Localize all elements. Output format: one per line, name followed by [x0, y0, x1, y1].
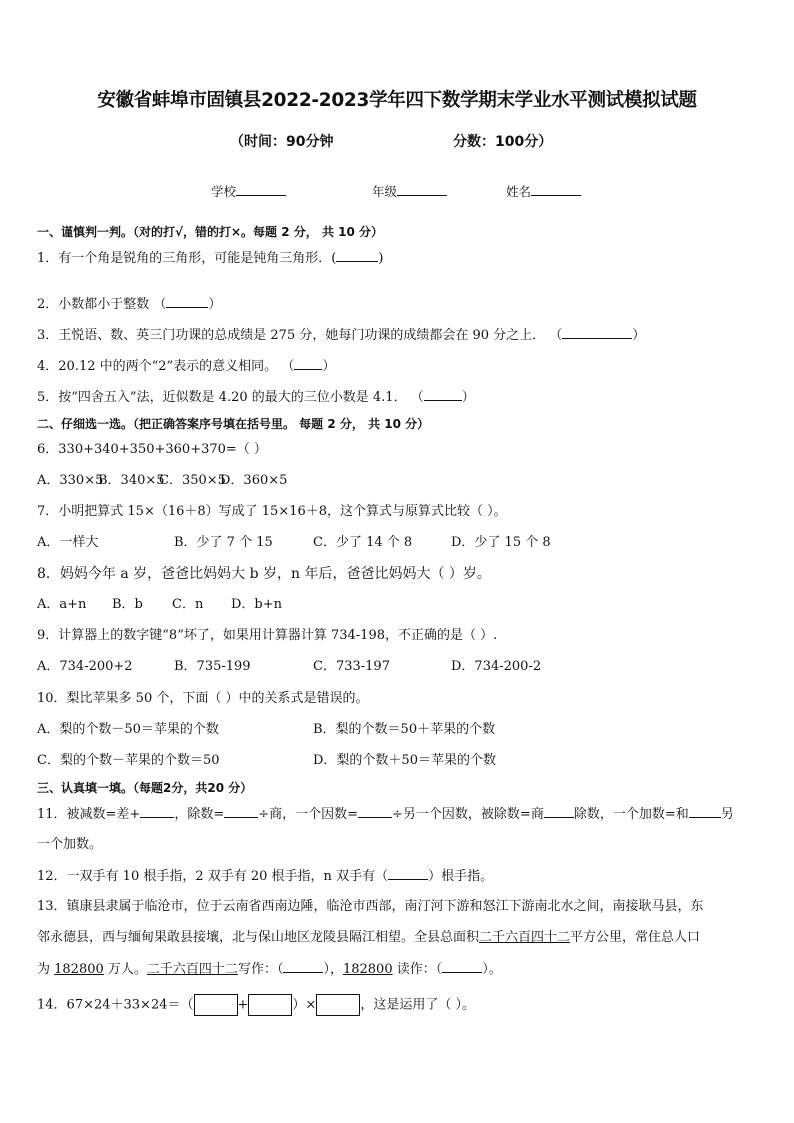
- q11-part: ÷另一个因数，被除数=商: [392, 807, 544, 822]
- name-blank[interactable]: [531, 183, 581, 196]
- q13-blank-2[interactable]: [442, 959, 482, 973]
- q13-population-value: 182800: [54, 962, 104, 977]
- time-label: （时间：90分钟: [230, 134, 334, 150]
- question-11: [37, 804, 734, 825]
- q13-area-value: 二千六百四十二: [146, 962, 238, 977]
- q13-text: 读作：（: [392, 962, 443, 977]
- q7-option-c[interactable]: C．少了 14 个 8: [313, 535, 413, 550]
- question-7: 7．小明把算式 15×（16＋8）写成了 15×16＋8，这个算式与原算式比较（ ）。: [37, 504, 507, 519]
- q13-population-value: 182800: [342, 962, 393, 977]
- q10-option-d[interactable]: D．梨的个数＋50＝苹果的个数: [313, 753, 496, 768]
- q8-option-a[interactable]: A．a+n: [37, 597, 87, 612]
- q7-option-d[interactable]: D．少了 15 个 8: [451, 535, 551, 550]
- school-blank[interactable]: [236, 183, 286, 196]
- answer-blank-1[interactable]: [336, 248, 378, 262]
- question-5-text: 5．按“四舍五入”法，近似数是 4.20 的最大的三位小数是 4.1． （: [37, 390, 424, 405]
- q14-text: 14．67×24＋33×24＝（: [37, 997, 194, 1013]
- school-label: 学校: [211, 184, 237, 199]
- question-12: [37, 866, 493, 887]
- question-3: [37, 325, 645, 346]
- student-info: [0, 182, 794, 202]
- q14-text: ）×: [292, 997, 317, 1013]
- name-field[interactable]: [506, 182, 581, 200]
- question-4: [37, 356, 335, 377]
- question-14: [37, 994, 475, 1016]
- school-field[interactable]: [211, 182, 286, 200]
- q13-text: 写作：（: [237, 962, 284, 977]
- question-9: 9．计算器上的数字键“8”坏了，如果用计算器计算 734-198，不正确的是（ ）.: [37, 628, 498, 643]
- q14-box-1[interactable]: [194, 994, 238, 1016]
- answer-blank-12[interactable]: [388, 866, 428, 880]
- paren-close: ）: [208, 297, 222, 312]
- name-label: 姓名: [506, 184, 532, 199]
- q14-text: ，这是运用了（ ）。: [360, 997, 475, 1013]
- question-1-text: 1．有一个角是锐角的三角形，可能是钝角三角形．(: [37, 251, 337, 266]
- q11-blank-1[interactable]: [140, 804, 174, 818]
- q6-option-d[interactable]: D．360×5: [220, 473, 288, 488]
- q11-blank-5[interactable]: [689, 804, 721, 818]
- q8-option-d[interactable]: D．b+n: [231, 597, 283, 612]
- q11-blank-3[interactable]: [358, 804, 392, 818]
- q11-blank-2[interactable]: [224, 804, 258, 818]
- q11-blank-4[interactable]: [544, 804, 574, 818]
- q11-part: 11．被减数=差+: [37, 807, 141, 822]
- question-2: [37, 294, 221, 315]
- q11-part: ，除数=: [174, 807, 225, 822]
- question-11-line-2: 一个加数。: [37, 837, 103, 852]
- q10-option-c[interactable]: C．梨的个数－苹果的个数＝50: [37, 753, 220, 768]
- q7-option-b[interactable]: B．少了 7 个 15: [174, 535, 273, 550]
- q13-text: ）。: [482, 962, 502, 977]
- question-3-text: 3．王悦语、数、英三门功课的总成绩是 275 分，她每门功课的成绩都会在 90 分之上． （: [37, 328, 563, 343]
- q13-blank-1[interactable]: [283, 959, 323, 973]
- q9-option-c[interactable]: C．733-197: [313, 659, 390, 674]
- question-8: 8．妈妈今年 a 岁，爸爸比妈妈大 b 岁，n 年后，爸爸比妈妈大（ ）岁。: [37, 566, 491, 582]
- grade-blank[interactable]: [397, 183, 447, 196]
- answer-blank-4[interactable]: [294, 356, 322, 370]
- paren-close: ）: [632, 328, 646, 343]
- page-title: 安徽省蚌埠市固镇县2022-2023学年四下数学期末学业水平测试模拟试题: [97, 90, 697, 111]
- q13-text: 邻永德县，西与缅甸果敢县接壤，北与保山地区龙陵县隔江相望。全县总面积: [37, 930, 480, 945]
- q10-option-b[interactable]: B．梨的个数＝50＋苹果的个数: [313, 722, 496, 737]
- q14-plus: +: [237, 997, 249, 1013]
- paren-close: ）: [322, 359, 336, 374]
- q6-option-a[interactable]: A．330×5: [37, 473, 104, 488]
- q13-text: 平方公里，常住总人口: [570, 930, 701, 945]
- q11-part: 除数，一个加数=和: [573, 807, 689, 822]
- q13-text: ），: [323, 962, 343, 977]
- answer-blank-5[interactable]: [424, 387, 462, 401]
- question-4-text: 4．20.12 中的两个“2”表示的意义相同。 （: [37, 359, 295, 374]
- question-12-text: 12．一双手有 10 根手指，2 双手有 20 根手指，n 双手有（: [37, 869, 389, 884]
- paren-close: ): [378, 251, 384, 266]
- q6-option-c[interactable]: C．350×5: [159, 473, 226, 488]
- question-5: [37, 387, 475, 408]
- question-2-text: 2．小数都小于整数 （: [37, 297, 167, 312]
- q9-option-b[interactable]: B．735-199: [174, 659, 251, 674]
- question-13-line-2: [37, 928, 700, 948]
- grade-field[interactable]: [372, 182, 447, 200]
- question-10: 10．梨比苹果多 50 个，下面（ ）中的关系式是错误的。: [37, 691, 369, 706]
- q8-option-b[interactable]: B．b: [112, 597, 143, 612]
- paren-close: ）: [461, 390, 475, 405]
- q13-text: 万人。: [103, 962, 147, 977]
- grade-label: 年级: [372, 184, 398, 199]
- q11-part: 另: [720, 807, 734, 822]
- q8-option-c[interactable]: C．n: [172, 597, 204, 612]
- section-3-heading: 三、认真填一填。（每题2分，共20 分）: [37, 781, 253, 795]
- question-13-line-3: [37, 959, 502, 980]
- question-6: 6．330+340+350+360+370=（ ）: [37, 442, 267, 457]
- q14-box-3[interactable]: [316, 994, 360, 1016]
- q13-text: 为: [37, 962, 55, 977]
- question-12-tail: ）根手指。: [428, 869, 494, 884]
- q13-area-value: 二千六百四十二: [479, 930, 571, 945]
- answer-blank-2[interactable]: [166, 294, 208, 308]
- question-1: [37, 248, 383, 269]
- answer-blank-3[interactable]: [562, 325, 632, 339]
- section-2-heading: 二、仔细选一选。（把正确答案序号填在括号里。 每题 2 分， 共 10 分）: [37, 417, 430, 431]
- q9-option-a[interactable]: A．734-200+2: [37, 659, 133, 674]
- q14-box-2[interactable]: [248, 994, 292, 1016]
- q7-option-a[interactable]: A．一样大: [37, 535, 99, 550]
- q11-part: ÷商，一个因数=: [258, 807, 359, 822]
- section-1-heading: 一、谨慎判一判。（对的打√，错的打×。每题 2 分， 共 10 分）: [37, 225, 383, 239]
- q10-option-a[interactable]: A．梨的个数－50＝苹果的个数: [37, 722, 219, 737]
- q9-option-d[interactable]: D．734-200-2: [451, 659, 542, 674]
- exam-meta: [0, 131, 794, 151]
- score-label: 分数：100分）: [453, 134, 553, 150]
- question-13-line-1: 13．镇康县隶属于临沧市，位于云南省西南边陲，临沧市西部，南汀河下游和怒江下游南北水之间，南接耿马县，东: [37, 899, 704, 914]
- q6-option-b[interactable]: B．340×5: [98, 473, 165, 488]
